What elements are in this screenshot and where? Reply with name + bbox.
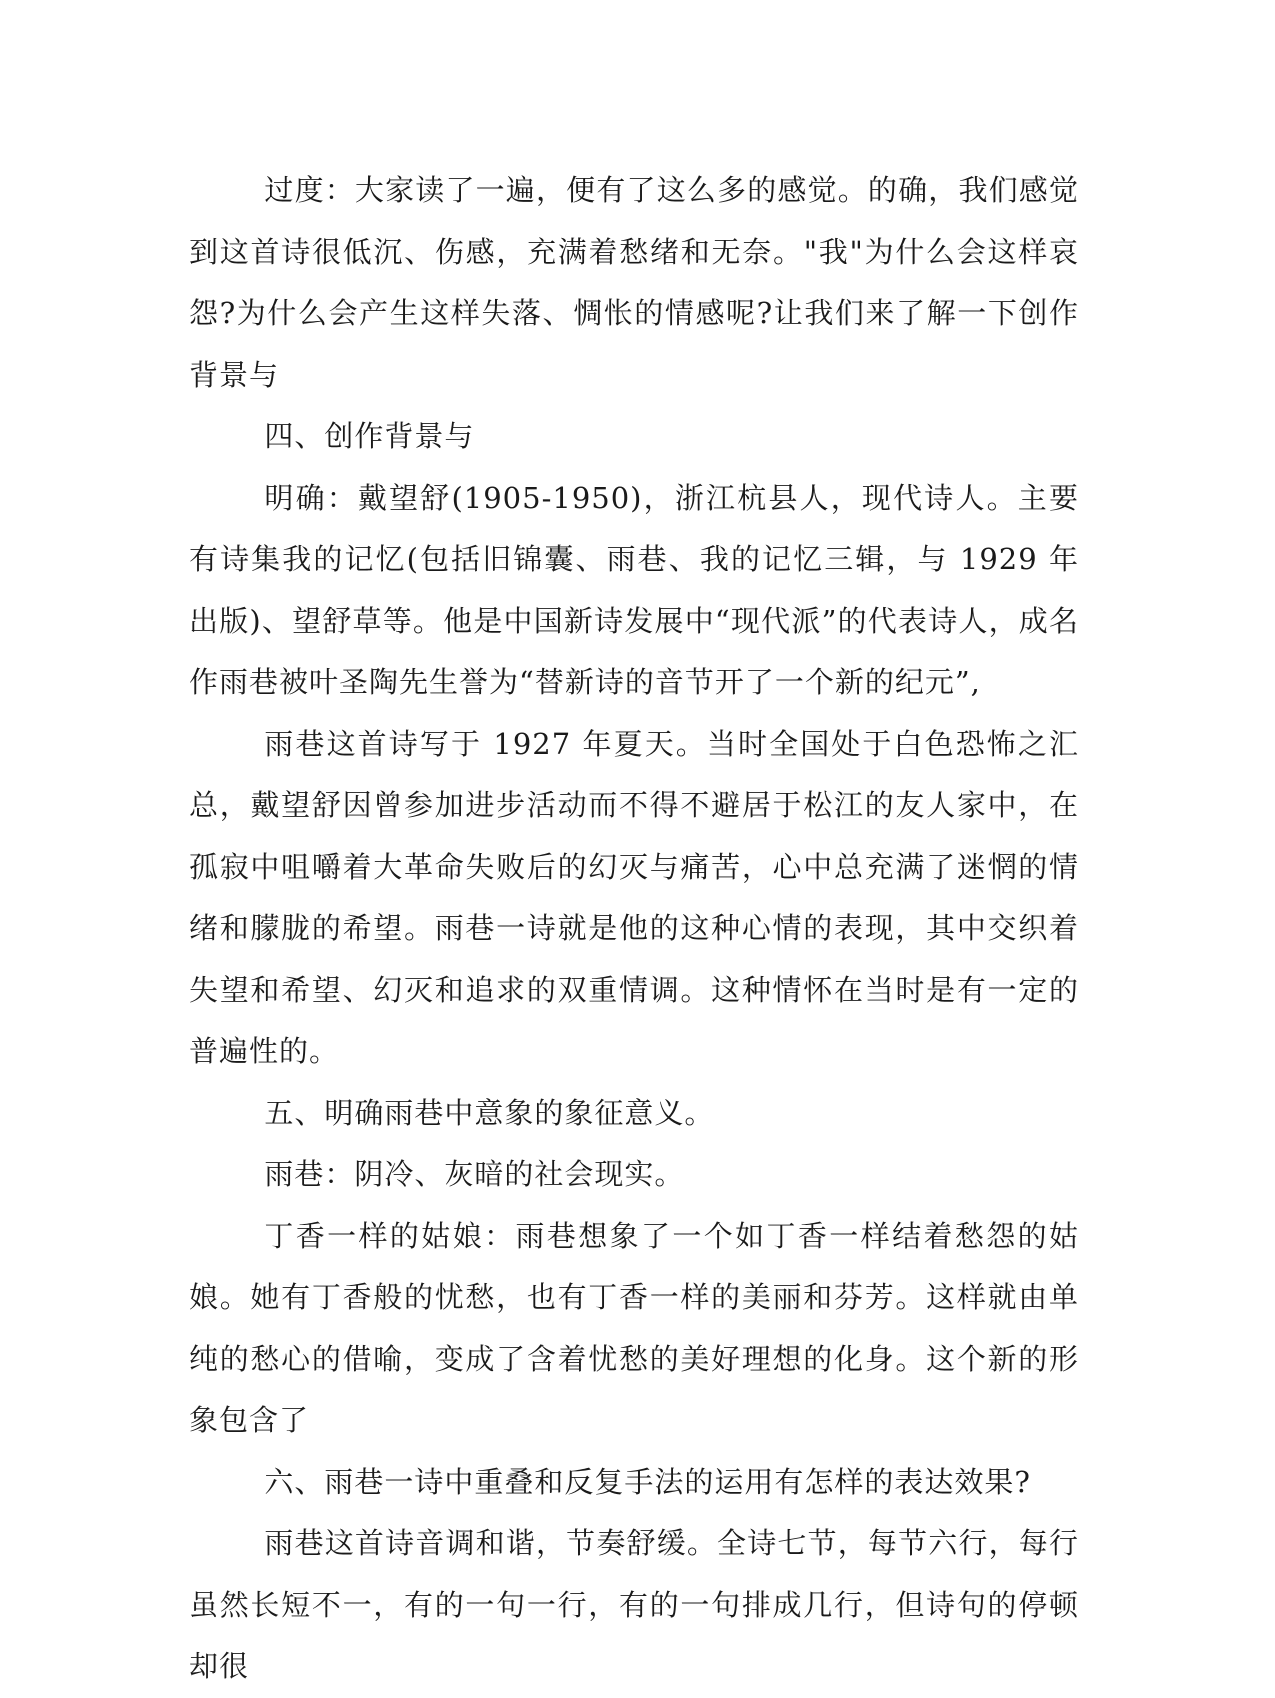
heading-section-4: 四、创作背景与 (264, 419, 475, 453)
paragraph-poem-background: 雨巷这首诗写于 1927 年夏天。当时全国处于白色恐怖之汇总，戴望舒因曾参加进步活动而不得不避居于松江的友人家中，在孤寂中咀嚼着大革命失败后的幻灭与痛苦，心中总充满了迷惘的情绪和朦胧的希望。雨巷一诗就是他的这种心情的表现，其中交织着失望和希望、幻灭和追求的双重情调。这种情怀在当时是有一定的普遍性的。 (189, 726, 1079, 1068)
heading-section-5: 五、明确雨巷中意象的象征意义。 (264, 1095, 715, 1130)
paragraph-author-intro: 明确：戴望舒(1905-1950)，浙江杭县人，现代诗人。主要有诗集我的记忆(包括旧锦囊、雨巷、我的记忆三辑，与 1929 年出版)、望舒草等。他是中国新诗发展中“现代派”的代表诗人，成名作雨巷被叶圣陶先生誉为“替新诗的音节开了一个新的纪元”, (189, 480, 1079, 699)
paragraph-lilac-girl-symbol: 丁香一样的姑娘：雨巷想象了一个如丁香一样结着愁怨的姑娘。她有丁香般的忧愁，也有丁香一样的美丽和芬芳。这样就由单纯的愁心的借喻，变成了含着忧愁的美好理想的化身。这个新的形象包含了 (189, 1218, 1079, 1437)
paragraph-transition: 过度：大家读了一遍，便有了这么多的感觉。的确，我们感觉到这首诗很低沉、伤感，充满着愁绪和无奈。"我"为什么会这样哀怨?为什么会产生这样失落、惆怅的情感呢?让我们来了解一下创作背景与 (189, 173, 1079, 392)
paragraph-rain-lane-symbol: 雨巷：阴冷、灰暗的社会现实。 (264, 1157, 685, 1191)
document-body (189, 160, 1079, 1698)
paragraph-rhythm: 雨巷这首诗音调和谐，节奏舒缓。全诗七节，每节六行，每行虽然长短不一，有的一句一行，有的一句排成几行，但诗句的停顿却很 (189, 1526, 1079, 1683)
heading-section-6: 六、雨巷一诗中重叠和反复手法的运用有怎样的表达效果? (264, 1464, 1031, 1499)
